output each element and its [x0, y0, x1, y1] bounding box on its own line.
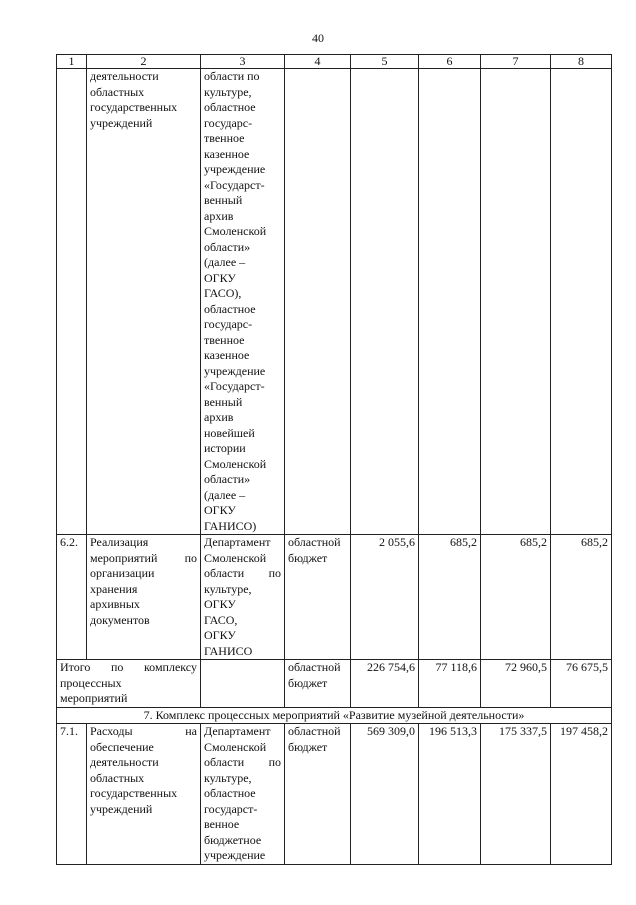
executor-cell	[201, 660, 285, 708]
executor-rest: культуре, ОГКУ ГАСО, ОГКУ ГАНИСО	[204, 581, 253, 658]
column-number-row	[57, 55, 612, 69]
source-cell: областной бюджет	[285, 535, 351, 660]
total-cell: 569 309,0	[351, 724, 419, 865]
year1-cell: 196 513,3	[419, 724, 481, 865]
measure-name-word: мероприятий	[90, 550, 158, 565]
measure-name-word: по	[184, 550, 197, 565]
measure-name-rest: обеспечение деятельности областных государственных учреждений	[90, 739, 178, 816]
column-header-4: 4	[285, 55, 351, 69]
column-header-8: 8	[551, 55, 612, 69]
measure-name-rest: организации хранения архивных документов	[90, 566, 155, 627]
column-header-3: 3	[201, 55, 285, 69]
column-header-7: 7	[481, 55, 551, 69]
year2-cell: 175 337,5	[481, 724, 551, 865]
year1-cell: 77 118,6	[419, 660, 481, 708]
table-row	[57, 535, 612, 660]
executor-justified-line	[204, 566, 281, 582]
section-row	[57, 707, 612, 724]
executor-cell	[201, 535, 285, 660]
executor-justified-line	[204, 755, 281, 771]
column-header-5: 5	[351, 55, 419, 69]
total-label-rest: процессных мероприятий	[60, 675, 128, 705]
year3-cell: 76 675,5	[551, 660, 612, 708]
measure-name-word: на	[185, 724, 197, 738]
executor-cell: области по культуре, областное государс- твенное казенное учреждение «Государст- венный архив Смоленской области» (далее – ОГКУ ГАСО), областное государс- твенное казенное учреждение «Государст- венный архив новейшей истории Смоленской области» (далее – ОГКУ ГАНИСО)	[201, 69, 285, 535]
measure-name-cell	[87, 724, 201, 865]
year1-cell: 685,2	[419, 535, 481, 660]
column-header-2: 2	[87, 55, 201, 69]
executor-word: области	[204, 755, 245, 769]
year2-cell: 685,2	[481, 535, 551, 660]
row-number-cell: 6.2.	[57, 535, 87, 660]
column-header-1: 1	[57, 55, 87, 69]
year2-cell: 72 960,5	[481, 660, 551, 708]
measure-name-line: Реализация	[90, 535, 149, 549]
column-header-6: 6	[419, 55, 481, 69]
total-label-word: комплексу	[143, 660, 197, 674]
year3-cell	[551, 69, 612, 535]
total-label-justified-line	[60, 660, 197, 676]
table-row	[57, 69, 612, 535]
table-row	[57, 660, 612, 708]
executor-word: области	[204, 566, 245, 580]
executor-rest: культуре, областное государст- венное бюджетное учреждение	[204, 770, 266, 862]
year1-cell	[419, 69, 481, 535]
measure-name-justified-line	[90, 724, 197, 740]
executor-word: по	[268, 755, 281, 769]
executor-line: Департамент Смоленской	[204, 724, 271, 754]
row-number-cell	[57, 69, 87, 535]
budget-table	[56, 54, 612, 865]
total-cell: 226 754,6	[351, 660, 419, 708]
year3-cell: 197 458,2	[551, 724, 612, 865]
total-label-word: Итого	[60, 660, 91, 674]
measure-name-cell	[87, 535, 201, 660]
executor-line: Департамент Смоленской	[204, 535, 271, 565]
total-cell	[351, 69, 419, 535]
section-title: 7. Комплекс процессных мероприятий «Развитие музейной деятельности»	[57, 707, 612, 724]
measure-name-justified-line	[90, 551, 197, 567]
row-number-cell: 7.1.	[57, 724, 87, 865]
year2-cell	[481, 69, 551, 535]
source-cell	[285, 69, 351, 535]
executor-cell	[201, 724, 285, 865]
total-cell: 2 055,6	[351, 535, 419, 660]
total-label-word: по	[110, 660, 124, 674]
measure-name-word: Расходы	[90, 724, 133, 738]
table-row	[57, 724, 612, 865]
source-cell: областной бюджет	[285, 660, 351, 708]
executor-word: по	[268, 566, 281, 580]
page-number: 40	[312, 31, 324, 45]
measure-name-cell: деятельности областных государственных учреждений	[87, 69, 201, 535]
source-cell: областной бюджет	[285, 724, 351, 865]
total-label-cell	[57, 660, 201, 708]
year3-cell: 685,2	[551, 535, 612, 660]
